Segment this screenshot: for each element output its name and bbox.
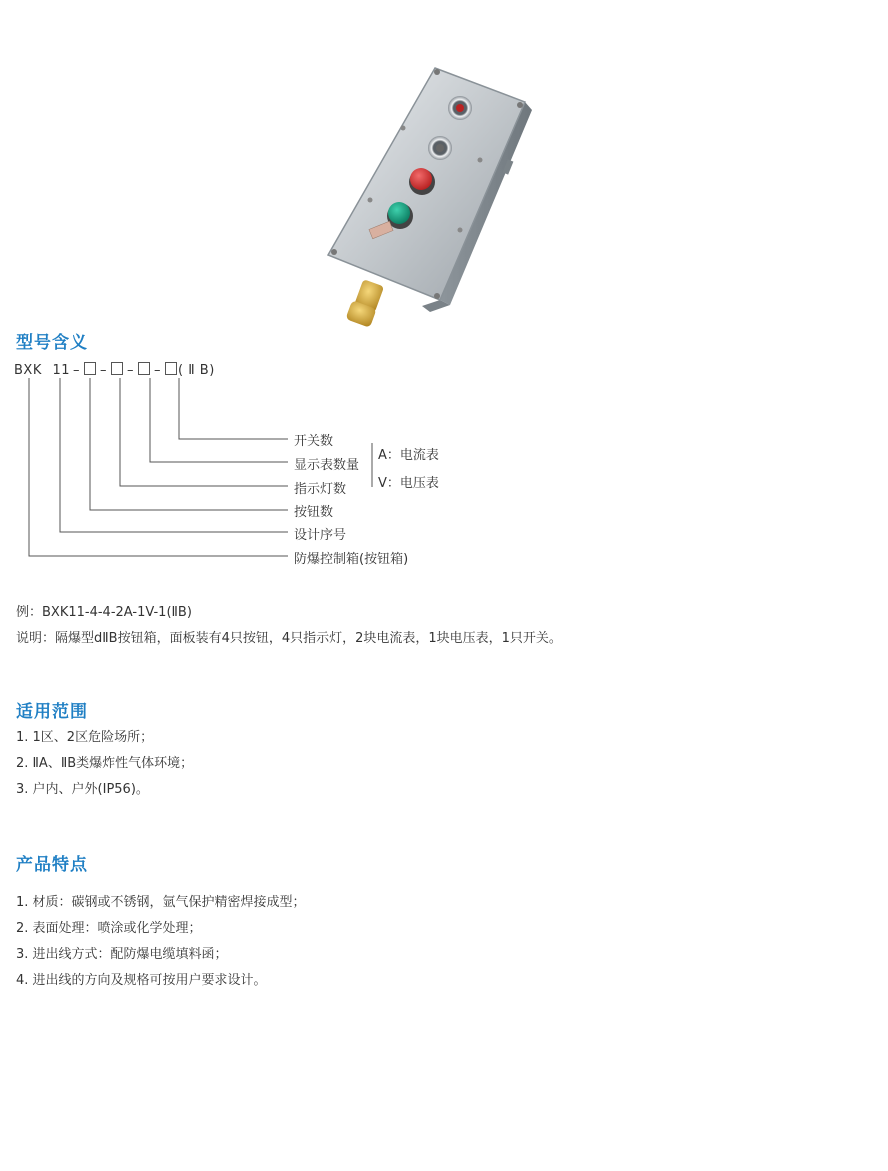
code-dash: – xyxy=(100,363,108,378)
feature-item: 2. 表面处理：喷涂或化学处理； xyxy=(16,921,202,936)
feature-item: 4. 进出线的方向及规格可按用户要求设计。 xyxy=(16,973,267,988)
feature-item: 3. 进出线方式：配防爆电缆填料函； xyxy=(16,947,228,962)
scope-item: 1. 1区、2区危险场所； xyxy=(16,730,154,745)
code-dash: – xyxy=(127,363,135,378)
label-lamp-count: 指示灯数 xyxy=(294,482,347,497)
code-prefix: BXK xyxy=(14,363,42,378)
label-switch-count: 开关数 xyxy=(294,434,334,449)
label-control-box: 防爆控制箱(按钮箱) xyxy=(294,552,409,567)
label-ammeter: A：电流表 xyxy=(378,448,439,463)
label-button-count: 按钮数 xyxy=(294,505,334,520)
scope-item: 3. 户内、户外(IP56)。 xyxy=(16,782,149,797)
code-suffix: ( Ⅱ B) xyxy=(178,363,215,378)
code-dash: – xyxy=(154,363,162,378)
label-meter-count: 显示表数量 xyxy=(294,458,360,473)
model-section-title: 型号含义 xyxy=(16,333,88,353)
scope-section-title: 适用范围 xyxy=(16,702,88,722)
model-example: 例：BXK11-4-4-2A-1V-1(ⅡB) xyxy=(16,605,192,620)
code-dash: – xyxy=(73,363,81,378)
label-voltmeter: V：电压表 xyxy=(378,476,439,491)
label-design-number: 设计序号 xyxy=(294,528,347,543)
code-number: 11 xyxy=(52,363,71,378)
scope-item: 2. ⅡA、ⅡB类爆炸性气体环境； xyxy=(16,756,194,771)
feature-item: 1. 材质：碳钢或不锈钢，氩气保护精密焊接成型； xyxy=(16,895,306,910)
product-image xyxy=(300,60,550,340)
features-section-title: 产品特点 xyxy=(16,855,88,875)
model-explanation: 说明：隔爆型dⅡB按钮箱，面板装有4只按钮，4只指示灯，2块电流表，1块电压表，1只开关。 xyxy=(16,631,562,646)
